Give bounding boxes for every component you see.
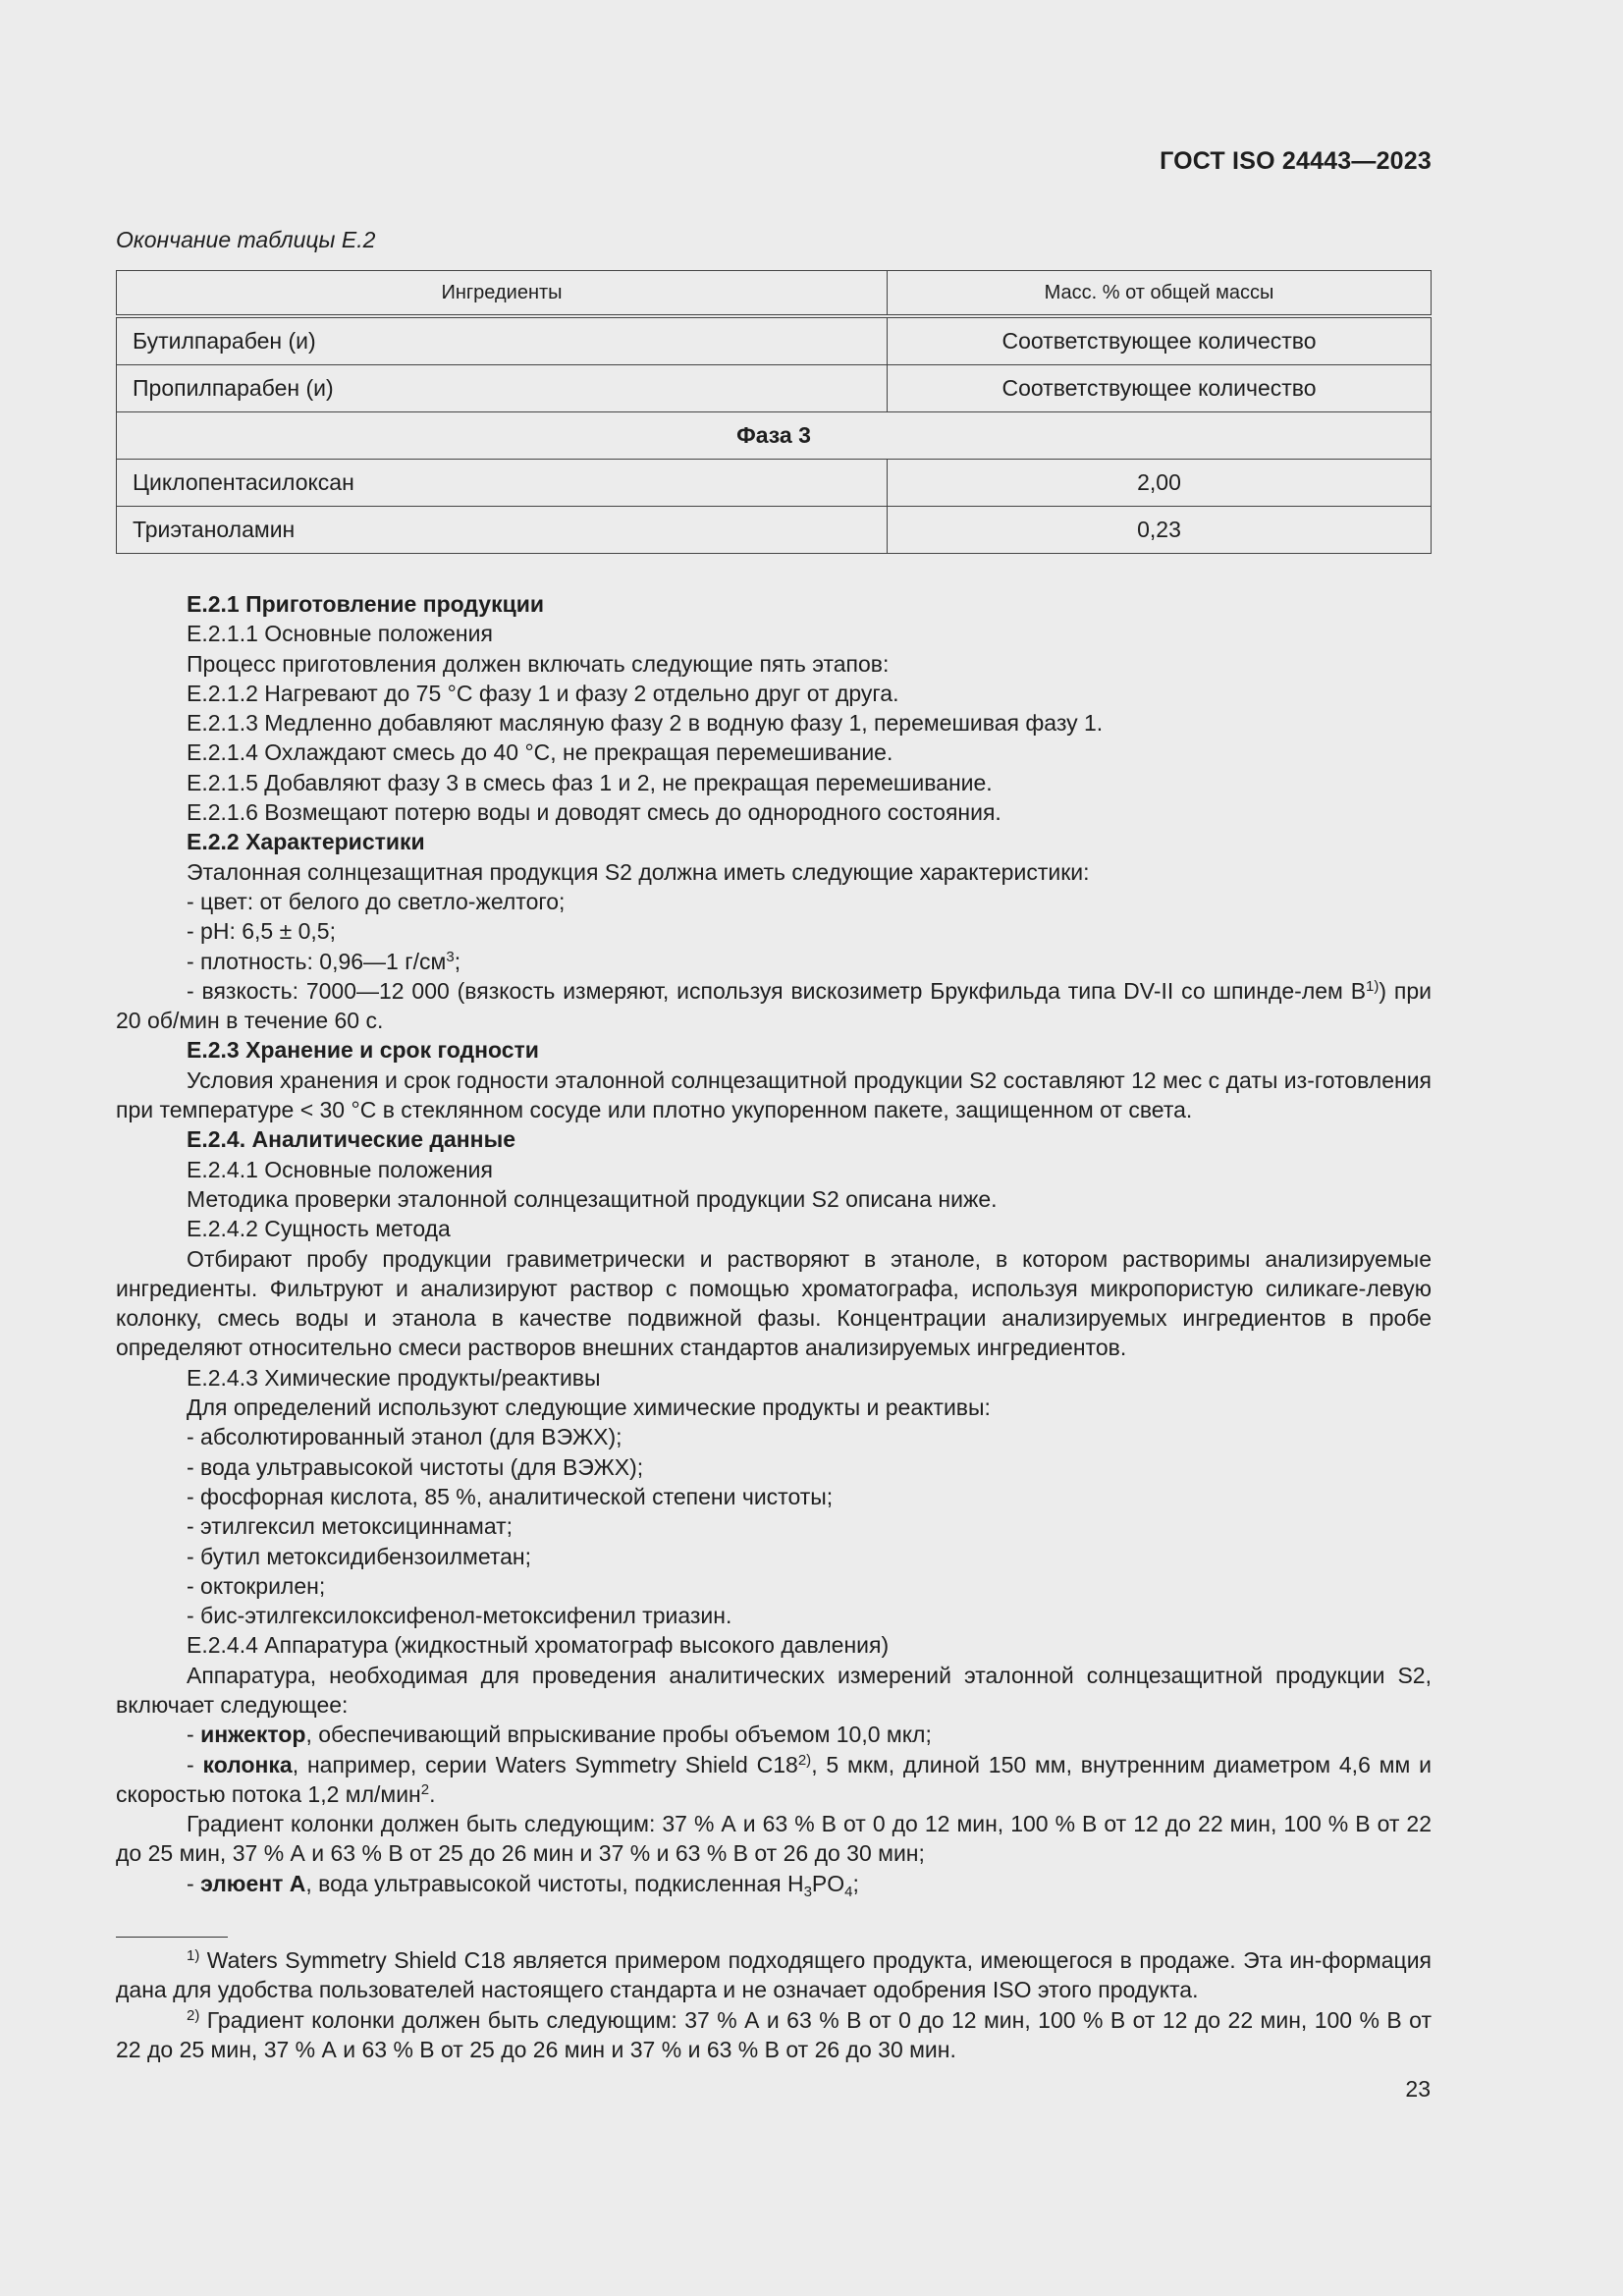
subsection-title: Е.2.4.2 Сущность метода	[187, 1216, 451, 1242]
list-item: - абсолютированный этанол (для ВЭЖХ);	[187, 1424, 622, 1450]
paragraph: Отбирают пробу продукции гравиметрически и растворяют в этаноле, в котором растворимы анализируемые ингредиенты. Фильтруют и анализируют раствор с помощью хроматографа, используя микропористую силикаге-левую колонку, смесь воды и этанола в качестве подвижной фазы. Концентрации анализируемых ингредиентов в пробе определяют относительно смеси растворов внешних стандартов анализируемых ингредиентов.	[116, 1245, 1432, 1361]
list-item: - октокрилен;	[187, 1572, 326, 1599]
viscosity-text: - вязкость: 7000—12 000 (вязкость измеряют, используя вискозиметр Брукфильда типа DV-II со шпинде-лем В	[187, 977, 1367, 1004]
list-item: - инжектор, обеспечивающий впрыскивание пробы объемом 10,0 мкл;	[187, 1722, 932, 1748]
column-header-mass-percent: Масс. % от общей массы	[888, 271, 1432, 317]
table-row	[117, 460, 1432, 507]
footnote-text: Градиент колонки должен быть следующим: 37 % А и 63 % В от 0 до 12 мин, 100 % В от 12 до 22 мин, 100 % В от 22 до 25 мин, 37 % А и 63 % В от 25 до 26 мин и 37 % и 63 % В от 26 до 30 мин.	[116, 2006, 1432, 2062]
footnote-ref: 1)	[1366, 977, 1380, 995]
list-item: - этилгексил метоксициннамат;	[187, 1513, 514, 1540]
eluent-label: элюент А	[200, 1870, 306, 1896]
ingredients-table	[116, 270, 1432, 554]
standard-header: ГОСТ ISO 24443—2023	[1160, 147, 1432, 175]
footnote	[116, 1945, 1432, 2005]
eluent-text: , вода ультравысокой чистоты, подкисленная H	[305, 1870, 804, 1896]
paragraph: Для определений используют следующие химические продукты и реактивы:	[187, 1394, 991, 1421]
table-caption: Окончание таблицы Е.2	[116, 227, 376, 252]
list-item: - цвет: от белого до светло-желтого;	[187, 888, 566, 914]
list-item: - бис-этилгексилоксифенол-метоксифенил триазин.	[187, 1603, 732, 1629]
section-heading: Е.2.4. Аналитические данные	[187, 1126, 516, 1153]
paragraph: Процесс приготовления должен включать следующие пять этапов:	[187, 650, 890, 677]
column-label: колонка	[202, 1751, 293, 1777]
list-item: - колонка, например, серии Waters Symmetry Shield C18$^{2)}$, 5 мкм, длиной 150 мм, внутренним диаметром 4,6 мм и скоростью потока 1,2 мл/мин$^2$.	[116, 1751, 1432, 1807]
punctuation: ;	[852, 1870, 859, 1896]
column-text-b: , 5 мкм, длиной 150 мм, внутренним диаметром 4,6 мм и скоростью потока 1,2 мл/мин	[116, 1751, 1432, 1807]
ingredient-name: Пропилпарабен (и)	[117, 365, 888, 412]
table-row	[117, 507, 1432, 554]
subsection-title: Е.2.4.4 Аппаратура (жидкостный хроматограф высокого давления)	[187, 1632, 890, 1659]
ingredient-value: 0,23	[888, 507, 1432, 554]
table-row	[117, 316, 1432, 365]
ingredient-name: Триэтаноламин	[117, 507, 888, 554]
footnote-text: Waters Symmetry Shield C18 является примером подходящего продукта, имеющегося в продаже. Эта ин-формация дана для удобства пользователей настоящего стандарта и не означает одобрения ISO этого продукта.	[116, 1947, 1432, 2003]
ingredient-name: Циклопентасилоксан	[117, 460, 888, 507]
footnote-mark: 1)	[187, 1947, 200, 1964]
viscosity-text-end: ) при 20 об/мин в течение 60 с.	[116, 977, 1432, 1034]
paragraph: Е.2.1.4 Охлаждают смесь до 40 °С, не прекращая перемешивание.	[187, 739, 893, 766]
phase-row	[117, 412, 1432, 460]
list-item: - бутил метоксидибензоилметан;	[187, 1543, 532, 1569]
column-text: , например, серии Waters Symmetry Shield C18	[292, 1751, 798, 1777]
paragraph: Градиент колонки должен быть следующим: 37 % А и 63 % В от 0 до 12 мин, 100 % В от 12 до 22 мин, 100 % В от 22 до 25 мин, 37 % А и 63 % В от 25 до 26 мин и 37 % и 63 % В от 26 до 30 мин;	[116, 1811, 1432, 1867]
density-text: - плотность: 0,96—1 г/см	[187, 948, 447, 974]
ingredient-value: Соответствующее количество	[888, 365, 1432, 412]
body-text	[116, 589, 1432, 1898]
list-item	[116, 976, 1432, 1036]
page-number: 23	[1405, 2076, 1431, 2102]
section-heading: Е.2.1 Приготовление продукции	[187, 591, 545, 617]
paragraph: Е.2.1.6 Возмещают потерю воды и доводят смесь до однородного состояния.	[187, 799, 1001, 826]
paragraph: Эталонная солнцезащитная продукция S2 должна иметь следующие характеристики:	[187, 858, 1090, 885]
table-row	[117, 365, 1432, 412]
list-item	[116, 947, 1432, 976]
injector-text: , обеспечивающий впрыскивание пробы объемом 10,0 мкл;	[305, 1722, 932, 1748]
subsection-title: Е.2.4.3 Химические продукты/реактивы	[187, 1364, 601, 1391]
punctuation: ;	[454, 948, 461, 974]
punctuation: .	[429, 1780, 436, 1807]
phase-label: Фаза 3	[117, 412, 1432, 460]
subsection-title: Е.2.4.1 Основные положения	[187, 1156, 493, 1182]
list-item: - pH: 6,5 ± 0,5;	[187, 918, 336, 945]
subscript: 4	[844, 1883, 853, 1900]
paragraph: Методика проверки эталонной солнцезащитной продукции S2 описана ниже.	[187, 1185, 998, 1212]
list-item: - фосфорная кислота, 85 %, аналитической степени чистоты;	[187, 1483, 834, 1509]
subscript: 3	[803, 1883, 812, 1900]
eluent-formula: PO	[811, 1870, 845, 1896]
subsection-title: Е.2.1.1 Основные положения	[187, 621, 493, 647]
ingredient-value: 2,00	[888, 460, 1432, 507]
footnote-ref: 2)	[797, 1751, 812, 1769]
section-heading: Е.2.3 Хранение и срок годности	[187, 1037, 539, 1064]
column-header-ingredients: Ингредиенты	[117, 271, 888, 317]
ingredient-value: Соответствующее количество	[888, 316, 1432, 365]
paragraph: Е.2.1.2 Нагревают до 75 °С фазу 1 и фазу 2 отдельно друг от друга.	[187, 680, 899, 706]
list-item: - элюент А, вода ультравысокой чистоты, подкисленная $H_3PO_4$;	[187, 1870, 859, 1900]
list-item: - вода ультравысокой чистоты (для ВЭЖХ);	[187, 1453, 644, 1480]
footnote	[116, 2005, 1432, 2065]
injector-label: инжектор	[200, 1722, 306, 1748]
superscript: 2	[420, 1780, 430, 1798]
section-heading: Е.2.2 Характеристики	[187, 829, 425, 855]
table-header-row	[117, 271, 1432, 317]
footnote-mark: 2)	[187, 2006, 200, 2024]
superscript: 3	[446, 948, 455, 965]
paragraph: Е.2.1.5 Добавляют фазу 3 в смесь фаз 1 и 2, не прекращая перемешивание.	[187, 769, 993, 795]
paragraph: Е.2.1.3 Медленно добавляют масляную фазу 2 в водную фазу 1, перемешивая фазу 1.	[187, 710, 1104, 737]
footnotes	[116, 1945, 1432, 2064]
paragraph: Условия хранения и срок годности эталонной солнцезащитной продукции S2 составляют 12 мес с даты из-готовления при температуре < 30 °С в стеклянном сосуде или плотно укупоренном пакете, защищенном от света.	[116, 1066, 1432, 1123]
ingredient-name: Бутилпарабен (и)	[117, 316, 888, 365]
footnote-separator	[116, 1937, 228, 1938]
paragraph: Аппаратура, необходимая для проведения аналитических измерений эталонной солнцезащитной продукции S2, включает следующее:	[116, 1662, 1432, 1718]
